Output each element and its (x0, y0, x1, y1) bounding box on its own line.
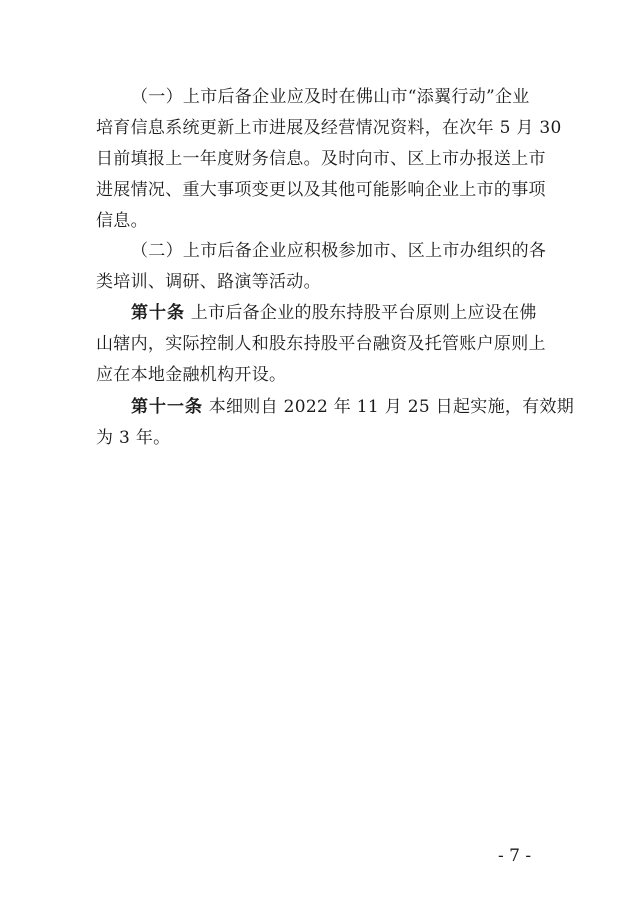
text-line: 日前填报上一年度财务信息。及时向市、区上市办报送上市 (96, 149, 546, 169)
text-line: 信息。 (96, 211, 148, 231)
text-line: 类培训、调研、路演等活动。 (96, 272, 321, 292)
text-line: （二）上市后备企业应积极参加市、区上市办组织的各 (131, 241, 547, 261)
article-first-line (96, 298, 546, 329)
paragraph-item-1 (96, 82, 562, 237)
article-heading: 第十条 (131, 303, 185, 323)
text-line: 进展情况、重大事项变更以及其他可能影响企业上市的事项 (96, 180, 546, 200)
article-10 (96, 298, 546, 391)
article-11 (96, 392, 575, 454)
text-line: 为 3 年。 (96, 428, 171, 448)
text-line: 山辖内，实际控制人和股东持股平台融资及托管账户原则上 (96, 334, 546, 354)
text-line: 应在本地金融机构开设。 (96, 365, 287, 385)
article-first-line (96, 392, 575, 423)
text-line: 本细则自 2022 年 11 月 25 日起实施，有效期 (208, 397, 575, 417)
text-line: （一）上市后备企业应及时在佛山市“添翼行动”企业 (131, 87, 530, 107)
text-line: 上市后备企业的股东持股平台原则上应设在佛 (190, 303, 537, 323)
paragraph-item-2 (96, 236, 546, 298)
text-line: 培育信息系统更新上市进展及经营情况资料，在次年 5 月 30 (96, 118, 562, 138)
article-heading: 第十一条 (131, 397, 203, 417)
page-number: - 7 - (498, 846, 532, 866)
